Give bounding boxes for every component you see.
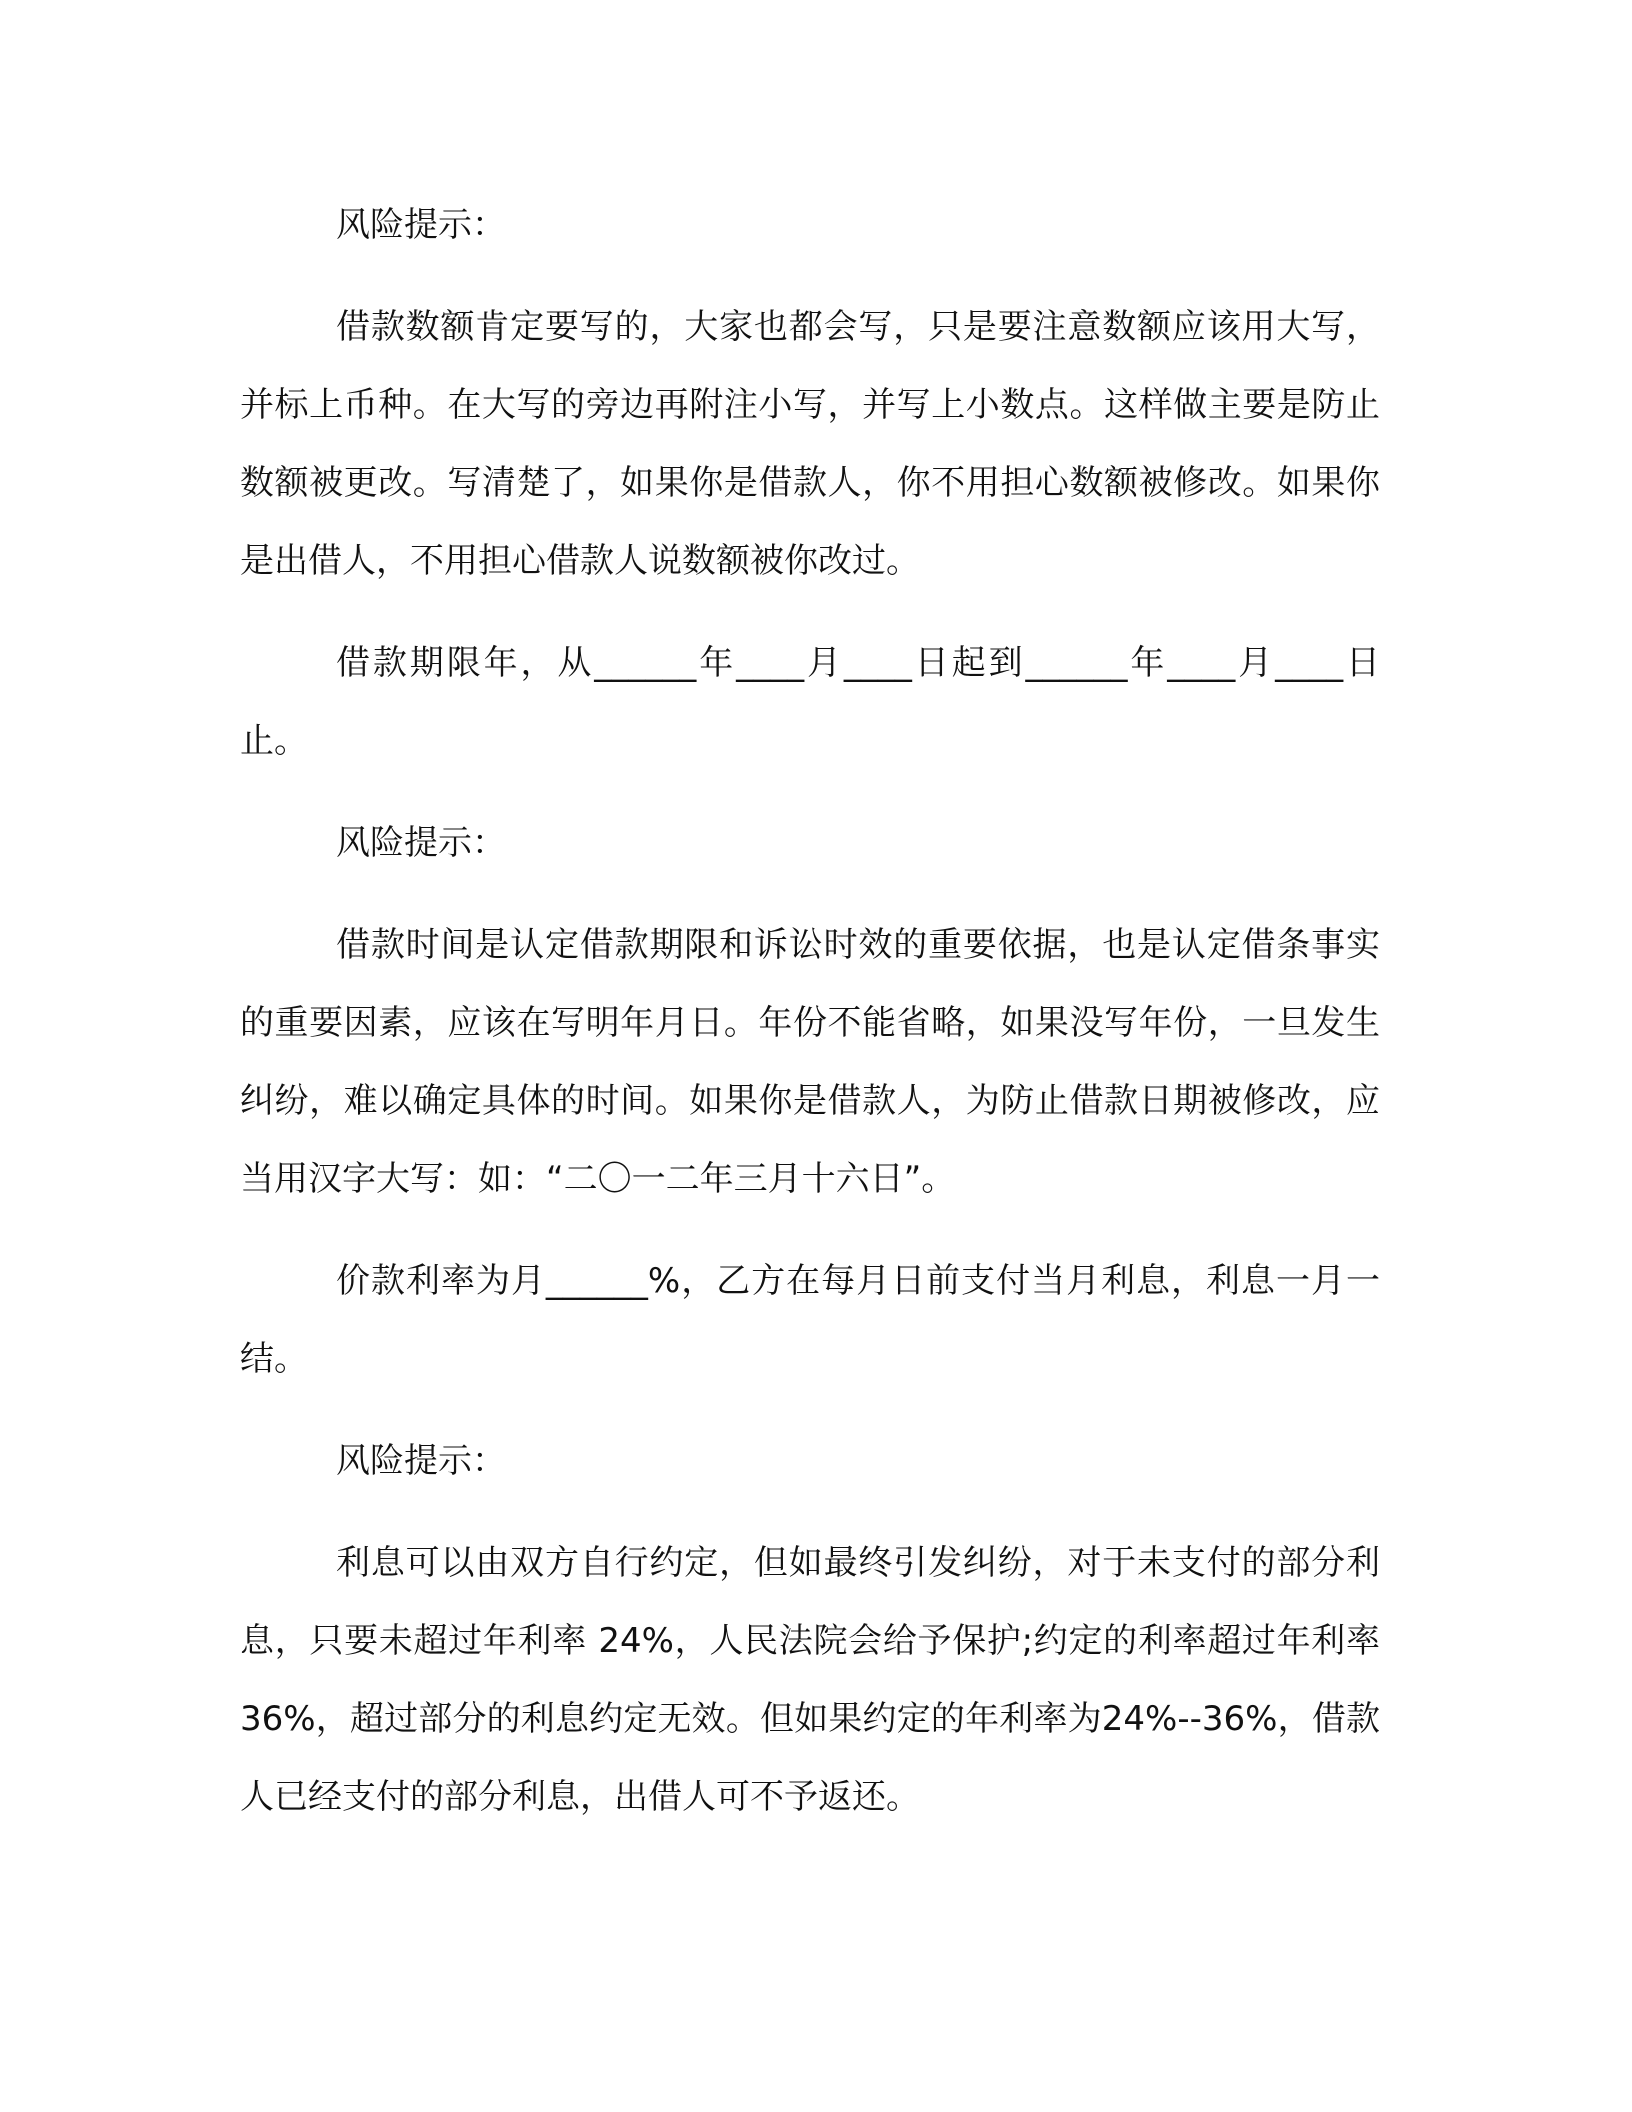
risk-heading-3: 风险提示： xyxy=(336,1441,506,1481)
paragraph-interest-note: 利息可以由双方自行约定，但如最终引发纠纷，对于未支付的部分利息，只要未超过年利率 24%，人民法院会给予保护;约定的利率超过年利率 36%，超过部分的利息约定无效。但如果约定的年利率为24%--36%，借款人已经支付的部分利息，出借人可不予返还。 xyxy=(240,1543,1391,1817)
paragraph-interest-rate: 价款利率为月______%，乙方在每月日前支付当月利息，利息一月一结。 xyxy=(240,1261,1380,1379)
paragraph-loan-term: 借款期限年，从______年____月____日起到______年____月____日止。 xyxy=(240,643,1380,761)
risk-heading-2: 风险提示： xyxy=(336,823,506,863)
paragraph-loan-amount: 借款数额肯定要写的，大家也都会写，只是要注意数额应该用大写，并标上币种。在大写的旁边再附注小写，并写上小数点。这样做主要是防止数额被更改。写清楚了，如果你是借款人，你不用担心数额被修改。如果你是出借人，不用担心借款人说数额被你改过。 xyxy=(240,307,1380,581)
risk-heading-1: 风险提示： xyxy=(336,205,506,245)
document-body xyxy=(240,186,1391,1860)
paragraph-loan-time: 借款时间是认定借款期限和诉讼时效的重要依据，也是认定借条事实的重要因素，应该在写明年月日。年份不能省略，如果没写年份，一旦发生纠纷，难以确定具体的时间。如果你是借款人，为防止借款日期被修改，应当用汉字大写：如：“二〇一二年三月十六日”。 xyxy=(240,925,1380,1199)
